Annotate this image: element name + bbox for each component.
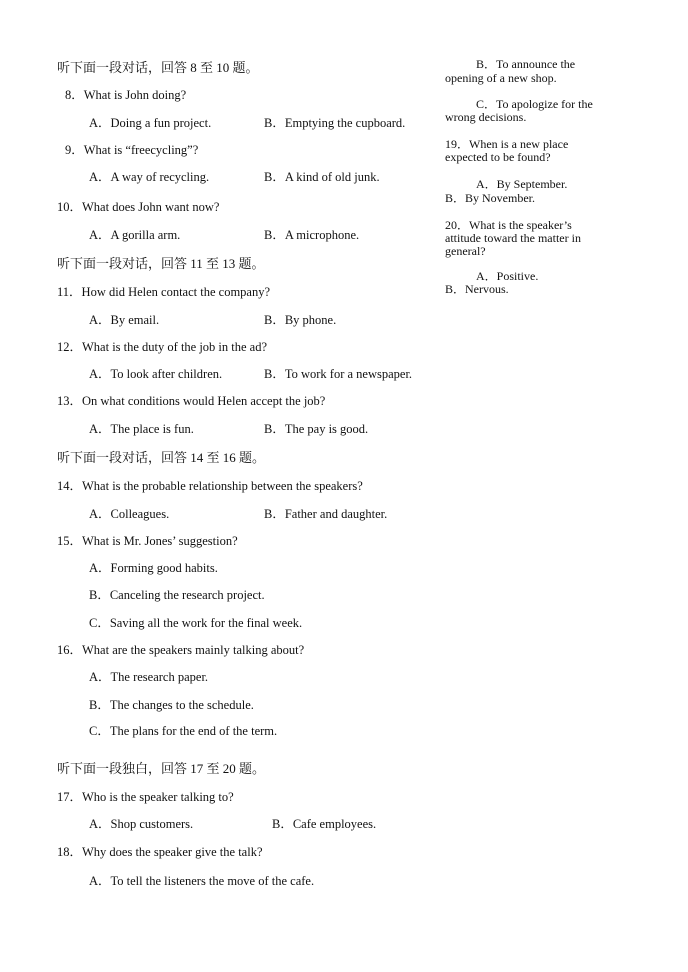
- question-20-line2: attitude toward the matter in: [445, 231, 581, 245]
- option-20a: A．Positive.: [476, 269, 539, 283]
- option-14b: B．Father and daughter.: [264, 507, 388, 521]
- option-11a: A．By email.: [89, 313, 160, 327]
- option-13b: B．The pay is good.: [264, 422, 369, 436]
- section-heading-11-13: 听下面一段对话，回答 11 至 13 题。: [57, 256, 265, 271]
- option-10b: B．A microphone.: [264, 228, 360, 242]
- option-15c: C．Saving all the work for the final week.: [89, 616, 303, 630]
- option-14a: A．Colleagues.: [89, 507, 170, 521]
- option-19b: B．By November.: [445, 191, 535, 205]
- question-20-line1: 20．What is the speaker’s: [445, 218, 572, 232]
- question-20-line3: general?: [445, 244, 486, 258]
- option-16c: C．The plans for the end of the term.: [89, 724, 278, 738]
- question-14: 14．What is the probable relationship between the speakers?: [57, 479, 363, 493]
- option-8a: A．Doing a fun project.: [89, 116, 212, 130]
- section-heading-8-10: 听下面一段对话，回答 8 至 10 题。: [57, 60, 259, 75]
- option-16a: A．The research paper.: [89, 670, 209, 684]
- question-8: 8．What is John doing?: [65, 88, 187, 102]
- option-18c-line2: wrong decisions.: [445, 110, 527, 124]
- option-16b: B．The changes to the schedule.: [89, 698, 254, 712]
- option-18b-line2: opening of a new shop.: [445, 71, 557, 85]
- question-15: 15．What is Mr. Jones’ suggestion?: [57, 534, 238, 548]
- question-19-line2: expected to be found?: [445, 150, 551, 164]
- option-17b: B．Cafe employees.: [272, 817, 377, 831]
- option-18c-line1: C．To apologize for the: [476, 97, 593, 111]
- question-19-line1: 19．When is a new place: [445, 137, 569, 151]
- option-12b: B．To work for a newspaper.: [264, 367, 413, 381]
- option-8b: B．Emptying the cupboard.: [264, 116, 406, 130]
- question-11: 11．How did Helen contact the company?: [57, 285, 271, 299]
- question-13: 13．On what conditions would Helen accept the job?: [57, 394, 326, 408]
- option-13a: A．The place is fun.: [89, 422, 194, 436]
- option-9b: B．A kind of old junk.: [264, 170, 380, 184]
- question-18: 18．Why does the speaker give the talk?: [57, 845, 263, 859]
- option-10a: A．A gorilla arm.: [89, 228, 181, 242]
- option-12a: A．To look after children.: [89, 367, 223, 381]
- option-17a: A．Shop customers.: [89, 817, 194, 831]
- section-heading-17-20: 听下面一段独白，回答 17 至 20 题。: [57, 761, 266, 776]
- question-10: 10．What does John want now?: [57, 200, 220, 214]
- option-18b-line1: B．To announce the: [476, 57, 576, 71]
- option-11b: B．By phone.: [264, 313, 337, 327]
- option-18a: A．To tell the listeners the move of the cafe.: [89, 874, 315, 888]
- question-12: 12．What is the duty of the job in the ad?: [57, 340, 268, 354]
- option-15b: B．Canceling the research project.: [89, 588, 265, 602]
- option-9a: A．A way of recycling.: [89, 170, 210, 184]
- question-16: 16．What are the speakers mainly talking about?: [57, 643, 305, 657]
- question-17: 17．Who is the speaker talking to?: [57, 790, 234, 804]
- question-9: 9．What is “freecycling”?: [65, 143, 199, 157]
- option-20b: B．Nervous.: [445, 282, 509, 296]
- option-15a: A．Forming good habits.: [89, 561, 218, 575]
- section-heading-14-16: 听下面一段对话，回答 14 至 16 题。: [57, 450, 266, 465]
- option-19a: A．By September.: [476, 177, 568, 191]
